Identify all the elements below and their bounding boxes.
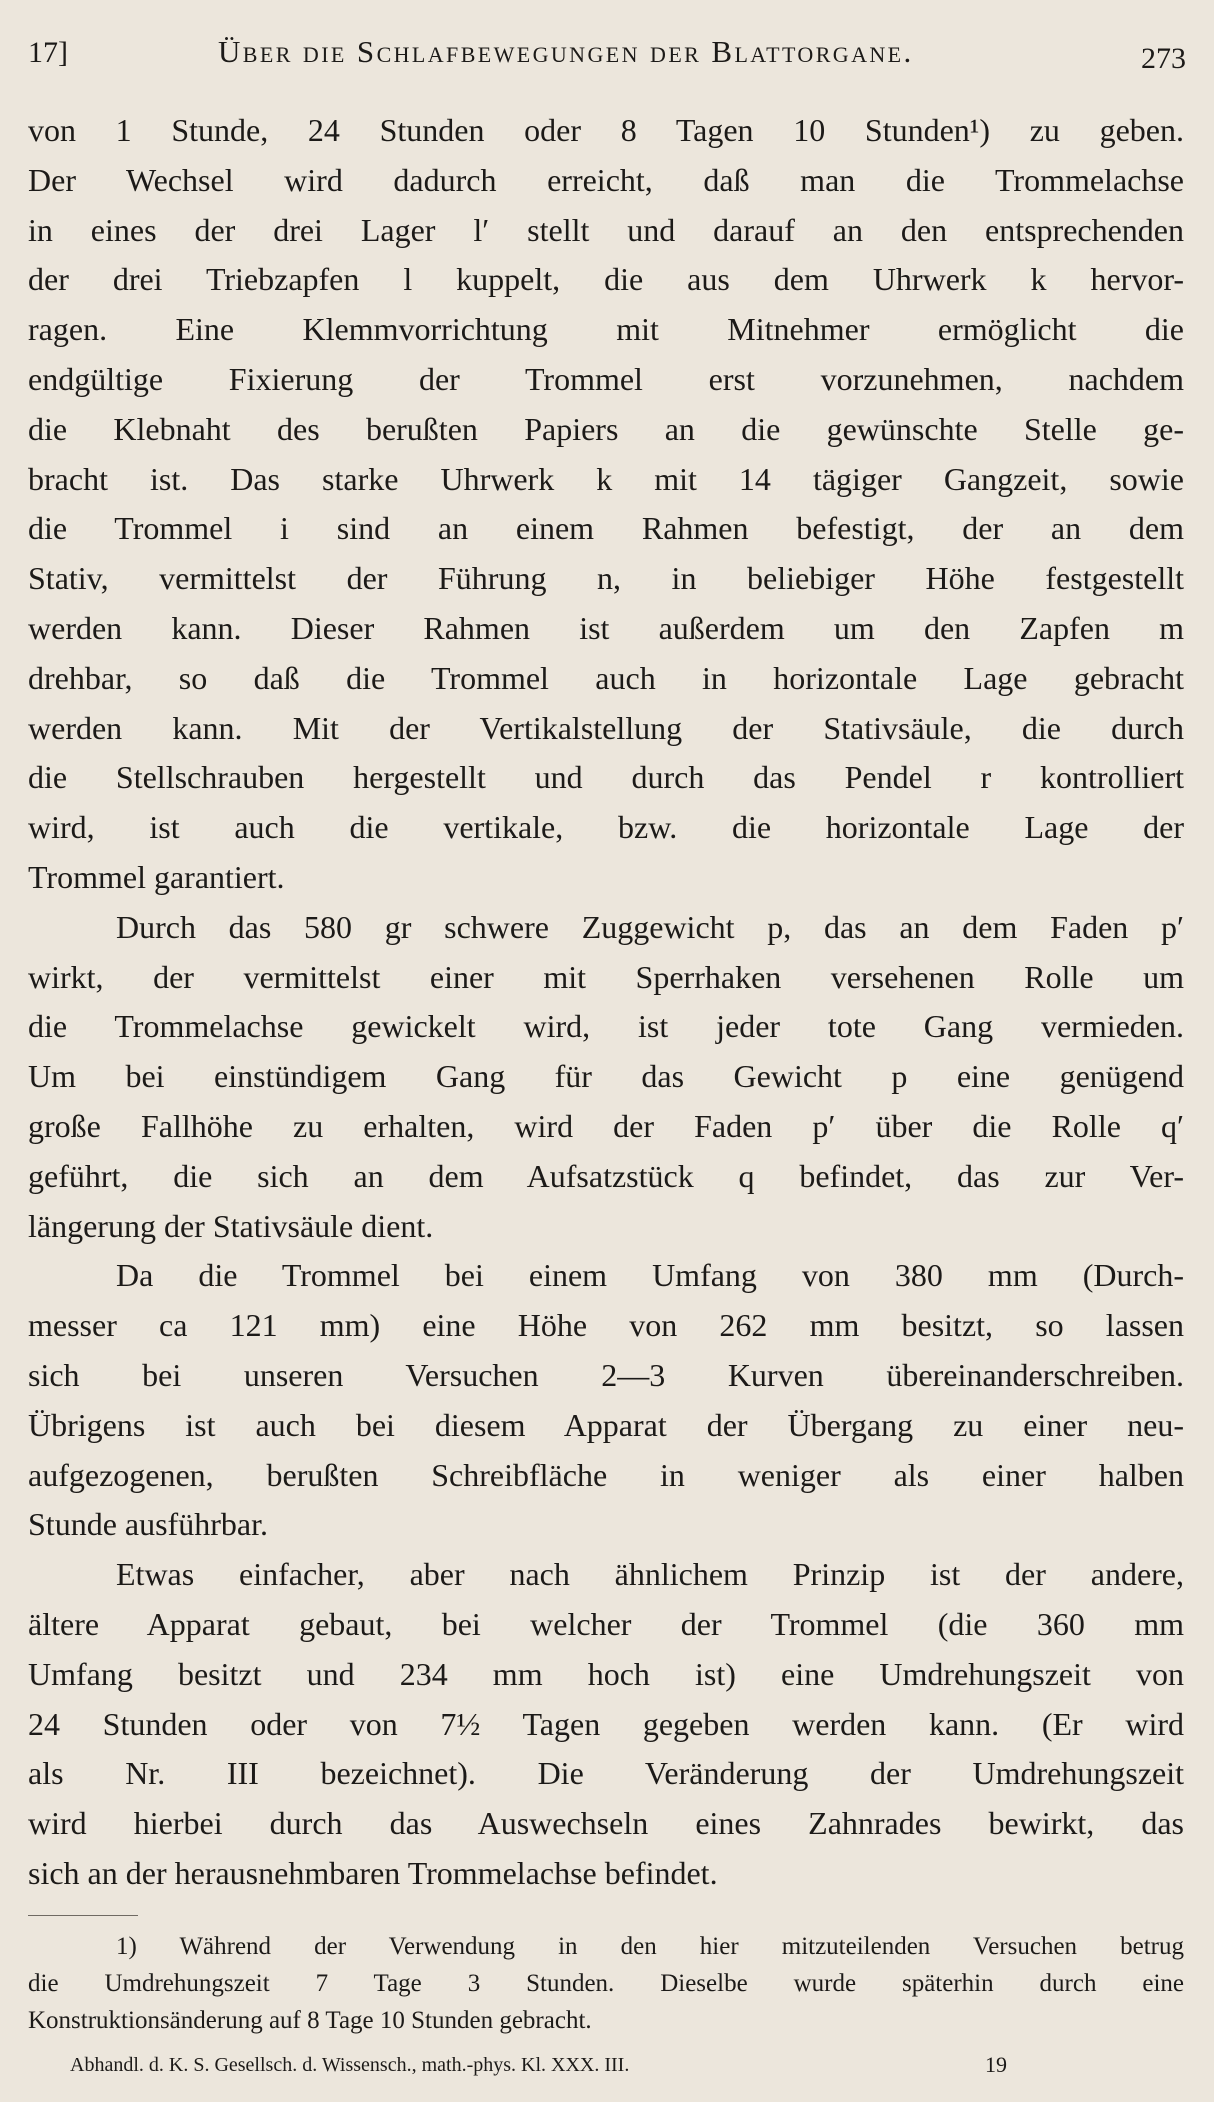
text-line: ragen. Eine Klemmvorrichtung mit Mitnehmer ermöglicht die <box>28 311 1184 348</box>
footnote-rule <box>28 1915 138 1916</box>
running-header <box>28 30 1186 74</box>
text-line: Stativ, vermittelst der Führung n, in beliebiger Höhe festgestellt <box>28 560 1184 597</box>
text-line: Der Wechsel wird dadurch erreicht, daß man die Trommelachse <box>28 161 1184 198</box>
text-line: Da die Trommel bei einem Umfang von 380 mm (Durch- <box>116 1257 1184 1294</box>
text-line: die Trommelachse gewickelt wird, ist jeder tote Gang vermieden. <box>28 1008 1184 1045</box>
text-line: bracht ist. Das starke Uhrwerk k mit 14 tägiger Gangzeit, sowie <box>28 460 1184 497</box>
text-line: Übrigens ist auch bei diesem Apparat der Übergang zu einer neu- <box>28 1406 1184 1443</box>
sheet-number: 19 <box>985 2052 1007 2077</box>
text-line: Etwas einfacher, aber nach ähnlichem Prinzip ist der andere, <box>116 1556 1184 1593</box>
text-line: große Fallhöhe zu erhalten, wird der Faden p′ über die Rolle q′ <box>28 1107 1184 1144</box>
text-line: werden kann. Mit der Vertikalstellung der Stativsäule, die durch <box>28 709 1184 746</box>
text-line: die Klebnaht des berußten Papiers an die gewünschte Stelle ge- <box>28 410 1184 447</box>
text-line: wird hierbei durch das Auswechseln eines Zahnrades bewirkt, das <box>28 1805 1184 1842</box>
footnote-line: die Umdrehungszeit 7 Tage 3 Stunden. Dieselbe wurde späterhin durch eine <box>28 1970 1184 1997</box>
chapter-marker: 17] <box>28 36 68 69</box>
text-line: als Nr. III bezeichnet). Die Veränderung der Umdrehungszeit <box>28 1755 1184 1792</box>
page-number: 273 <box>1141 42 1186 75</box>
text-line: sich bei unseren Versuchen 2—3 Kurven übereinanderschreiben. <box>28 1356 1184 1393</box>
text-line: endgültige Fixierung der Trommel erst vorzunehmen, nachdem <box>28 360 1184 397</box>
text-line: sich an der herausnehmbaren Trommelachse befindet. <box>28 1854 718 1891</box>
text-line: Trommel garantiert. <box>28 858 285 895</box>
text-line: messer ca 121 mm) eine Höhe von 262 mm besitzt, so lassen <box>28 1307 1184 1344</box>
text-line: längerung der Stativsäule dient. <box>28 1207 434 1244</box>
text-line: wird, ist auch die vertikale, bzw. die horizontale Lage der <box>28 809 1184 846</box>
text-line: in eines der drei Lager l′ stellt und darauf an den entsprechenden <box>28 211 1184 248</box>
footnote-line: Konstruktionsänderung auf 8 Tage 10 Stunden gebracht. <box>28 2007 592 2034</box>
text-line: Stunde ausführbar. <box>28 1506 268 1543</box>
paragraph-3 <box>28 1251 1184 1550</box>
text-line: die Stellschrauben hergestellt und durch das Pendel r kontrolliert <box>28 759 1184 796</box>
text-line: werden kann. Dieser Rahmen ist außerdem um den Zapfen m <box>28 609 1184 646</box>
text-line: Durch das 580 gr schwere Zuggewicht p, das an dem Faden p′ <box>116 908 1184 945</box>
text-line: ältere Apparat gebaut, bei welcher der Trommel (die 360 mm <box>28 1605 1184 1642</box>
paragraph-1 <box>28 106 1184 903</box>
text-line: drehbar, so daß die Trommel auch in horizontale Lage gebracht <box>28 659 1184 696</box>
body-text <box>28 106 1184 1899</box>
text-line: die Trommel i sind an einem Rahmen befestigt, der an dem <box>28 510 1184 547</box>
text-line: von 1 Stunde, 24 Stunden oder 8 Tagen 10 Stunden¹) zu geben. <box>28 112 1184 148</box>
footnote <box>28 1928 1184 2039</box>
text-line: Um bei einstündigem Gang für das Gewicht p eine genügend <box>28 1058 1184 1095</box>
publication-signature: Abhandl. d. K. S. Gesellsch. d. Wissensch., math.-phys. Kl. XXX. III. <box>70 2054 630 2076</box>
text-line: 24 Stunden oder von 7½ Tagen gegeben werden kann. (Er wird <box>28 1705 1184 1742</box>
paragraph-2 <box>28 903 1184 1252</box>
text-line: Umfang besitzt und 234 mm hoch ist) eine Umdrehungszeit von <box>28 1655 1184 1692</box>
text-line: aufgezogenen, berußten Schreibfläche in weniger als einer halben <box>28 1456 1184 1493</box>
paragraph-4 <box>28 1550 1184 1899</box>
footnote-line: 1) Während der Verwendung in den hier mitzuteilenden Versuchen betrug <box>116 1933 1184 1960</box>
text-line: wirkt, der vermittelst einer mit Sperrhaken versehenen Rolle um <box>28 958 1184 995</box>
running-title: Über die Schlafbewegungen der Blattorgane. <box>218 34 914 69</box>
text-line: der drei Triebzapfen l kuppelt, die aus dem Uhrwerk k hervor- <box>28 261 1184 298</box>
text-line: geführt, die sich an dem Aufsatzstück q befindet, das zur Ver- <box>28 1157 1184 1194</box>
